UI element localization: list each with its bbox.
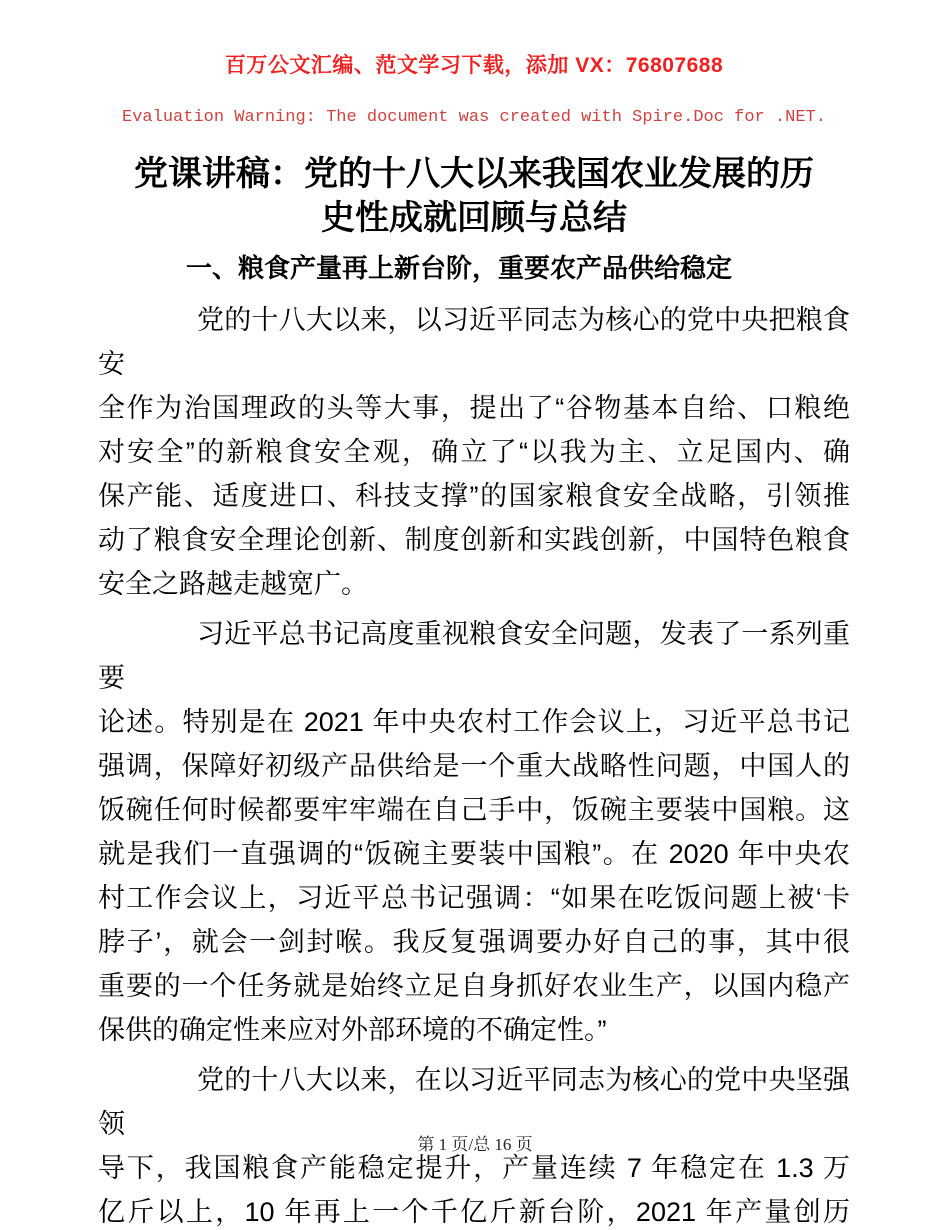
paragraph-line: 重要的一个任务就是始终立足自身抓好农业生产，以国内稳产 [98,971,850,1001]
paragraph-line: 脖子’，就会一剑封喉。我反复强调要办好自己的事，其中很 [98,927,850,957]
paragraph-line: 村工作会议上，习近平总书记强调：“如果在吃饭问题上被‘卡 [98,883,850,913]
paragraph-line: 亿斤以上，10 年再上一个千亿斤新台阶，2021 年产量创历 [98,1197,850,1227]
paragraph-line: 动了粮食安全理论创新、制度创新和实践创新，中国特色粮食 [98,525,850,555]
paragraph-line: 安全之路越走越宽广。 [98,569,368,599]
paragraph-line: 论述。特别是在 2021 年中央农村工作会议上，习近平总书记 [98,707,850,737]
paragraph-line: 饭碗任何时候都要牢牢端在自己手中，饭碗主要装中国粮。这 [98,795,850,825]
document-title [98,152,850,240]
paragraph-line: 党的十八大以来，在以习近平同志为核心的党中央坚强领 [98,1065,850,1139]
paragraph-line: 保供的确定性来应对外部环境的不确定性。” [98,1015,607,1045]
paragraph-line: 全作为治国理政的头等大事，提出了“谷物基本自给、口粮绝 [98,393,850,423]
paragraph-line: 党的十八大以来，以习近平同志为核心的党中央把粮食安 [98,305,850,379]
evaluation-warning: Evaluation Warning: The document was created with Spire.Doc for .NET. [122,108,826,127]
paragraph [98,612,850,1052]
document-title-line-2: 史性成就回顾与总结 [321,199,627,237]
paragraph-line: 保产能、适度进口、科技支撑”的国家粮食安全战略，引领推 [98,481,850,511]
paragraph-line: 对安全”的新粮食安全观，确立了“以我为主、立足国内、确 [98,437,850,467]
section-heading: 一、粮食产量再上新台阶，重要农产品供给稳定 [186,253,733,283]
document-title-line-1: 党课讲稿：党的十八大以来我国农业发展的历 [134,155,814,193]
document-content [0,52,950,1230]
paragraph-line: 就是我们一直强调的“饭碗主要装中国粮”。在 2020 年中央农 [98,839,850,869]
body-paragraphs [98,298,850,1230]
paragraph-line: 导下，我国粮食产能稳定提升，产量连续 7 年稳定在 1.3 万 [98,1153,850,1183]
promo-notice: 百万公文汇编、范文学习下载，添加 VX：76807688 [224,54,724,77]
paragraph [98,298,850,606]
paragraph-line: 强调，保障好初级产品供给是一个重大战略性问题，中国人的 [98,751,850,781]
page-number: 第 1 页/总 16 页 [417,1135,533,1154]
paragraph-line: 习近平总书记高度重视粮食安全问题，发表了一系列重要 [98,619,850,693]
